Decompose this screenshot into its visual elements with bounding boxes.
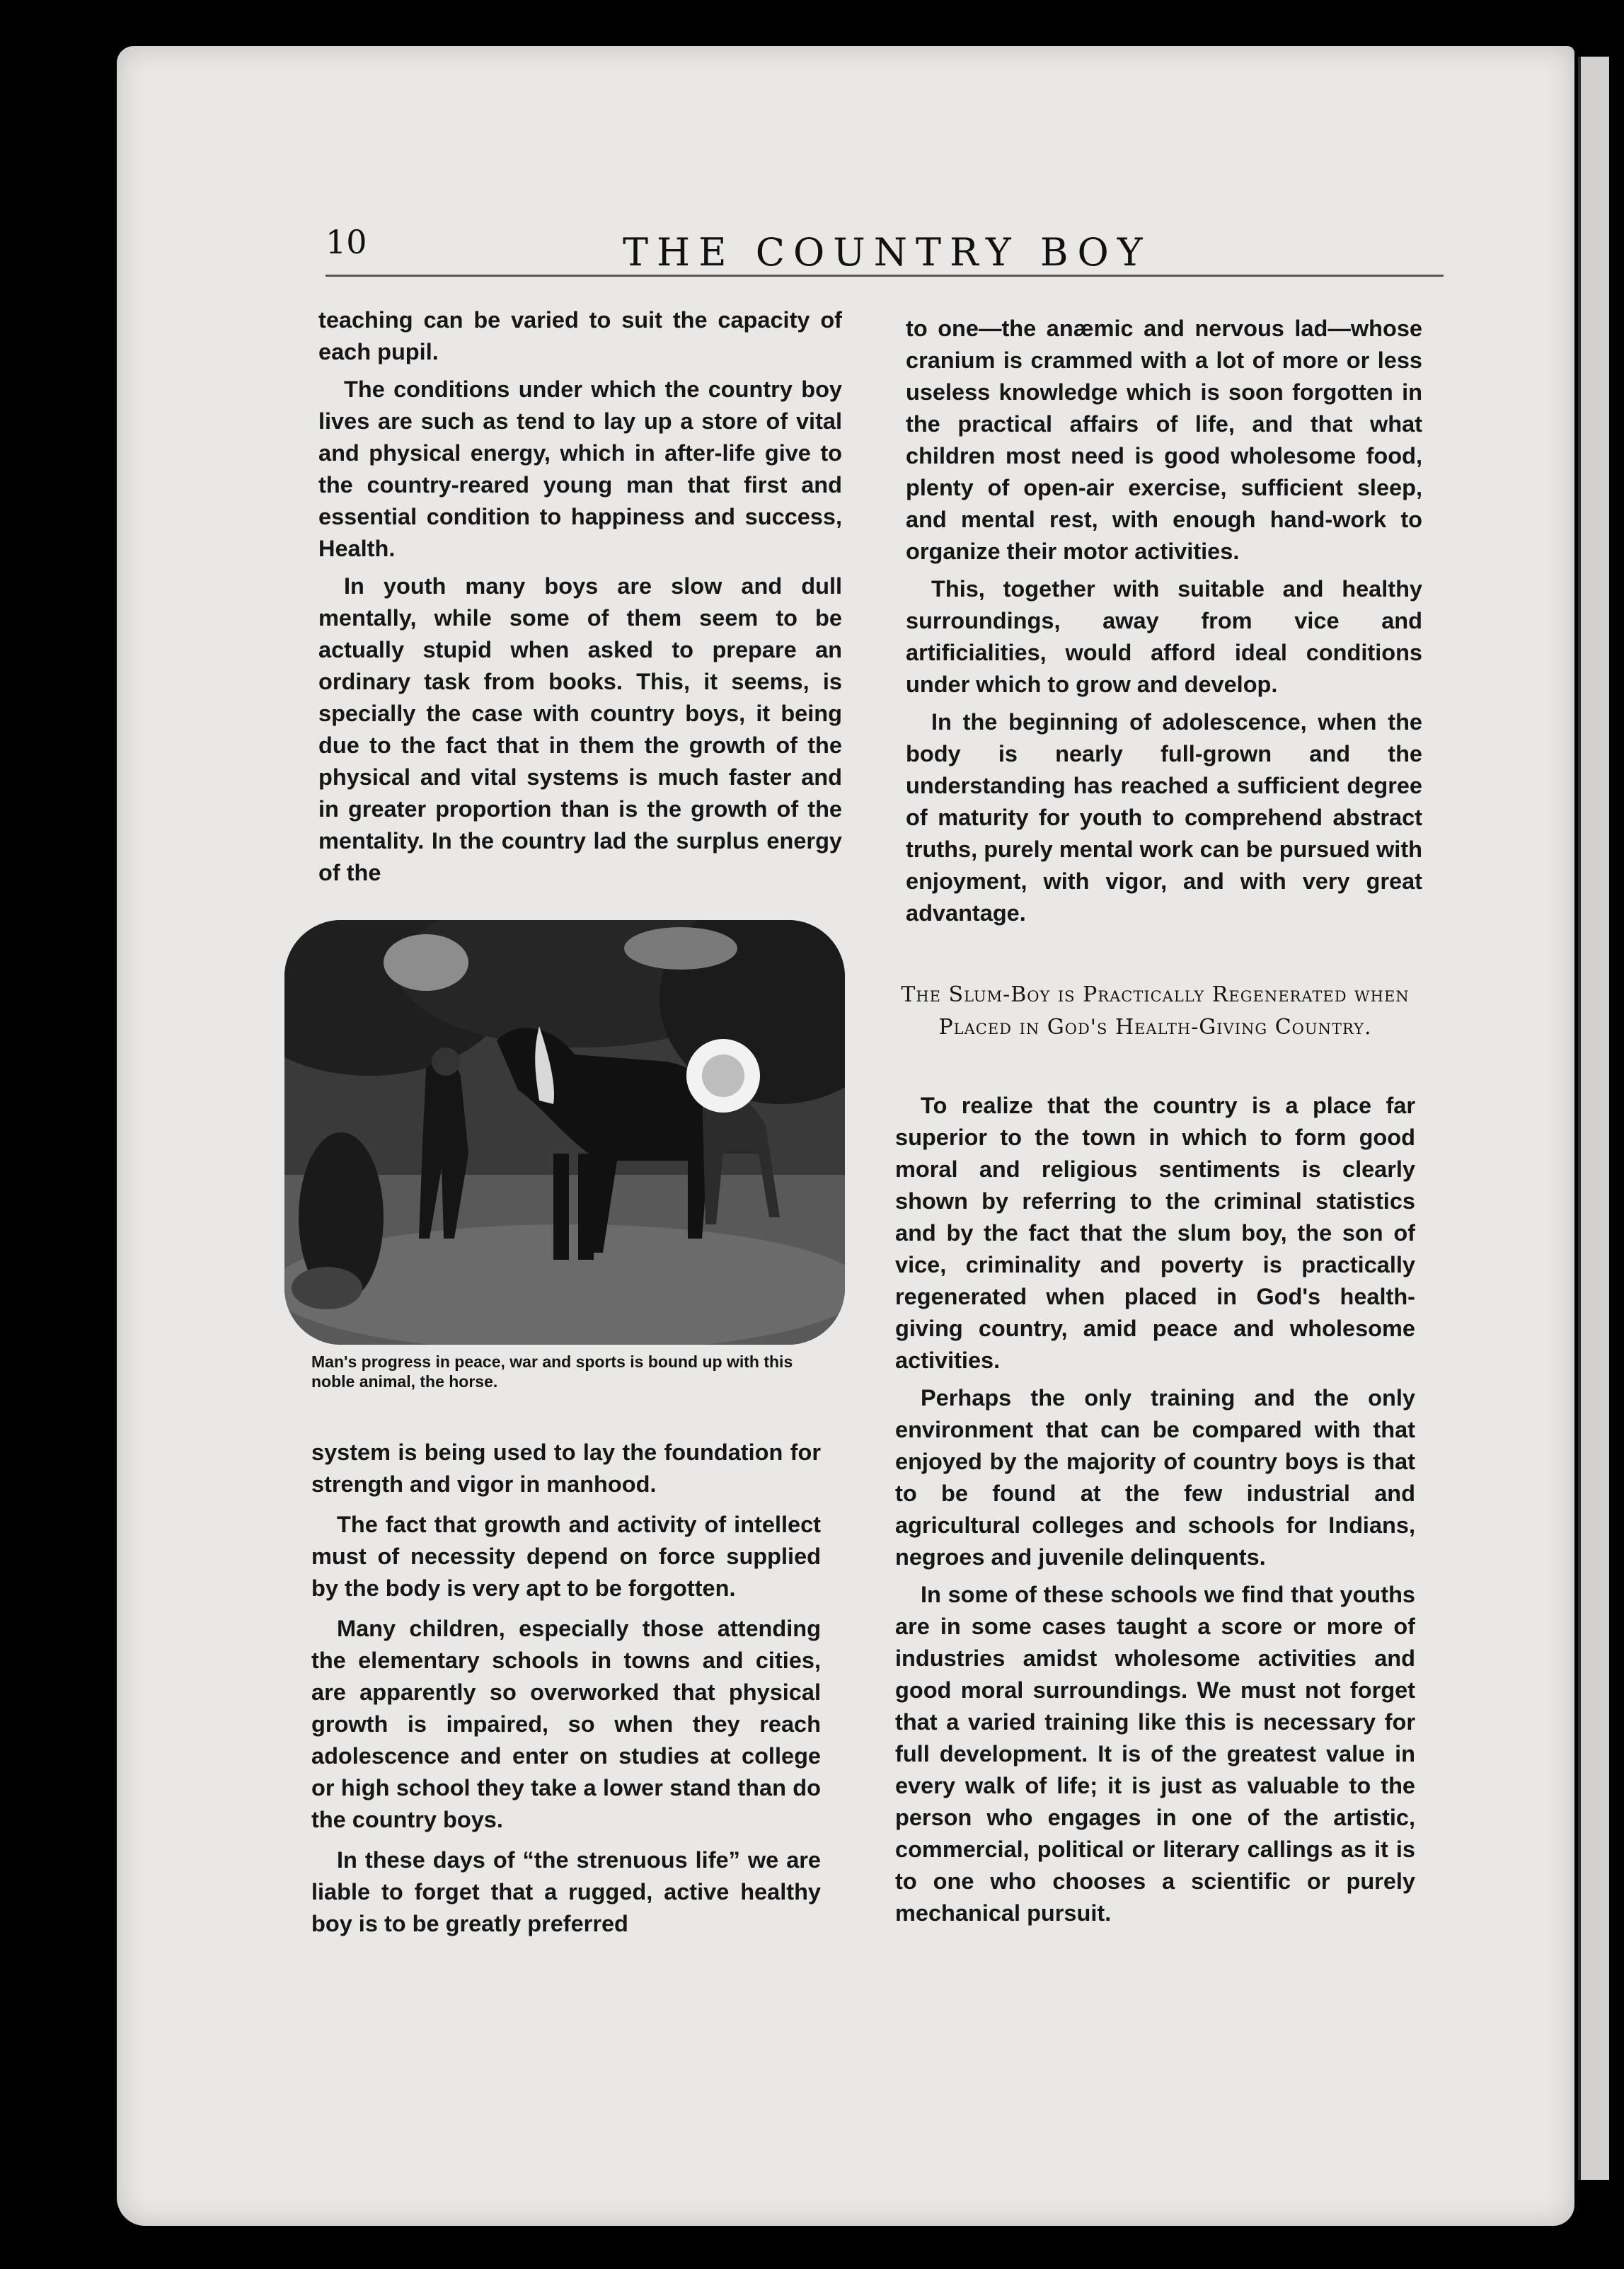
section-subheading: The Slum-Boy is Practically Regenerated when Placed in God's Health-Giving Country. <box>901 982 1410 1040</box>
paragraph: teaching can be varied to suit the capacity of each pupil. <box>318 307 842 364</box>
left-column-bottom <box>311 1437 821 1948</box>
paragraph: In some of these schools we find that youths are in some cases taught a score or more of industries amidst wholesome activities and good moral surroundings. We must not forget that a varied training like this is necessary for full development. It is of the greatest value in every walk of life; it is just as valuable to the person who engages in one of the artistic, commercial, political or literary callings as it is to one who chooses a scientific or purely mechanical pursuit. <box>895 1582 1415 1926</box>
paragraph: In these days of “the strenuous life” we are liable to forget that a rugged, active healthy boy is to be greatly preferred <box>311 1847 821 1936</box>
right-column-bottom <box>895 1090 1415 1935</box>
paragraph: In the beginning of adolescence, when the body is nearly full-grown and the understanding has reached a sufficient degree of maturity for youth to comprehend abstract truths, purely mental work can be pursued with enjoyment, with vigor, and with very great advantage. <box>906 709 1422 926</box>
header-rule <box>326 275 1444 277</box>
paragraph: Perhaps the only training and the only environment that can be compared with that enjoyed by the majority of country boys is that to be found at the few industrial and agricultural colleges and schools for Indians, negroes and juvenile delinquents. <box>895 1385 1415 1570</box>
horse-photo-image <box>284 920 845 1345</box>
page-number: 10 <box>326 223 367 261</box>
horse-photograph <box>284 920 845 1345</box>
right-column-top <box>906 313 1422 935</box>
paragraph: Many children, especially those attending the elementary schools in towns and cities, are apparently so overworked that physical growth is impaired, so when they reach adolescence and enter on studies at college or high school they take a lower stand than do the country boys. <box>311 1616 821 1832</box>
running-title: THE COUNTRY BOY <box>623 230 1151 275</box>
paragraph: to one—the anæmic and nervous lad—whose cranium is crammed with a lot of more or less useless knowledge which is soon forgotten in the practical affairs of life, and that what children most need is good wholesome food, plenty of open-air exercise, sufficient sleep, and mental rest, with enough hand-work to organize their motor activities. <box>906 316 1422 564</box>
book-spine-edge <box>1578 57 1609 2180</box>
left-column-top <box>318 304 842 895</box>
paragraph: In youth many boys are slow and dull mentally, while some of them seem to be actually stupid when asked to prepare an ordinary task from books. This, it seems, is specially the case with country boys, it being due to the fact that in them the growth of the physical and vital systems is much faster and in greater proportion than is the growth of the mentality. In the country lad the surplus energy of the <box>318 573 842 885</box>
paragraph: system is being used to lay the foundation for strength and vigor in manhood. <box>311 1440 821 1497</box>
paragraph: The conditions under which the country boy lives are such as tend to lay up a store of vital and physical energy, which in after-life give to the country-reared young man that first and essential condition to happiness and success, Health. <box>318 377 842 561</box>
paragraph: This, together with suitable and healthy surroundings, away from vice and artificialities, would afford ideal conditions under which to grow and develop. <box>906 576 1422 697</box>
paragraph: The fact that growth and activity of intellect must of necessity depend on force supplied by the body is very apt to be forgotten. <box>311 1512 821 1601</box>
paragraph: To realize that the country is a place far superior to the town in which to form good moral and religious sentiments is clearly shown by referring to the criminal statistics and by the fact that the slum boy, the son of vice, criminality and poverty is practically regenerated when placed in God's health-giving country, amid peace and wholesome activities. <box>895 1093 1415 1373</box>
photo-caption: Man's progress in peace, war and sports is bound up with this noble animal, the horse. <box>311 1352 793 1391</box>
